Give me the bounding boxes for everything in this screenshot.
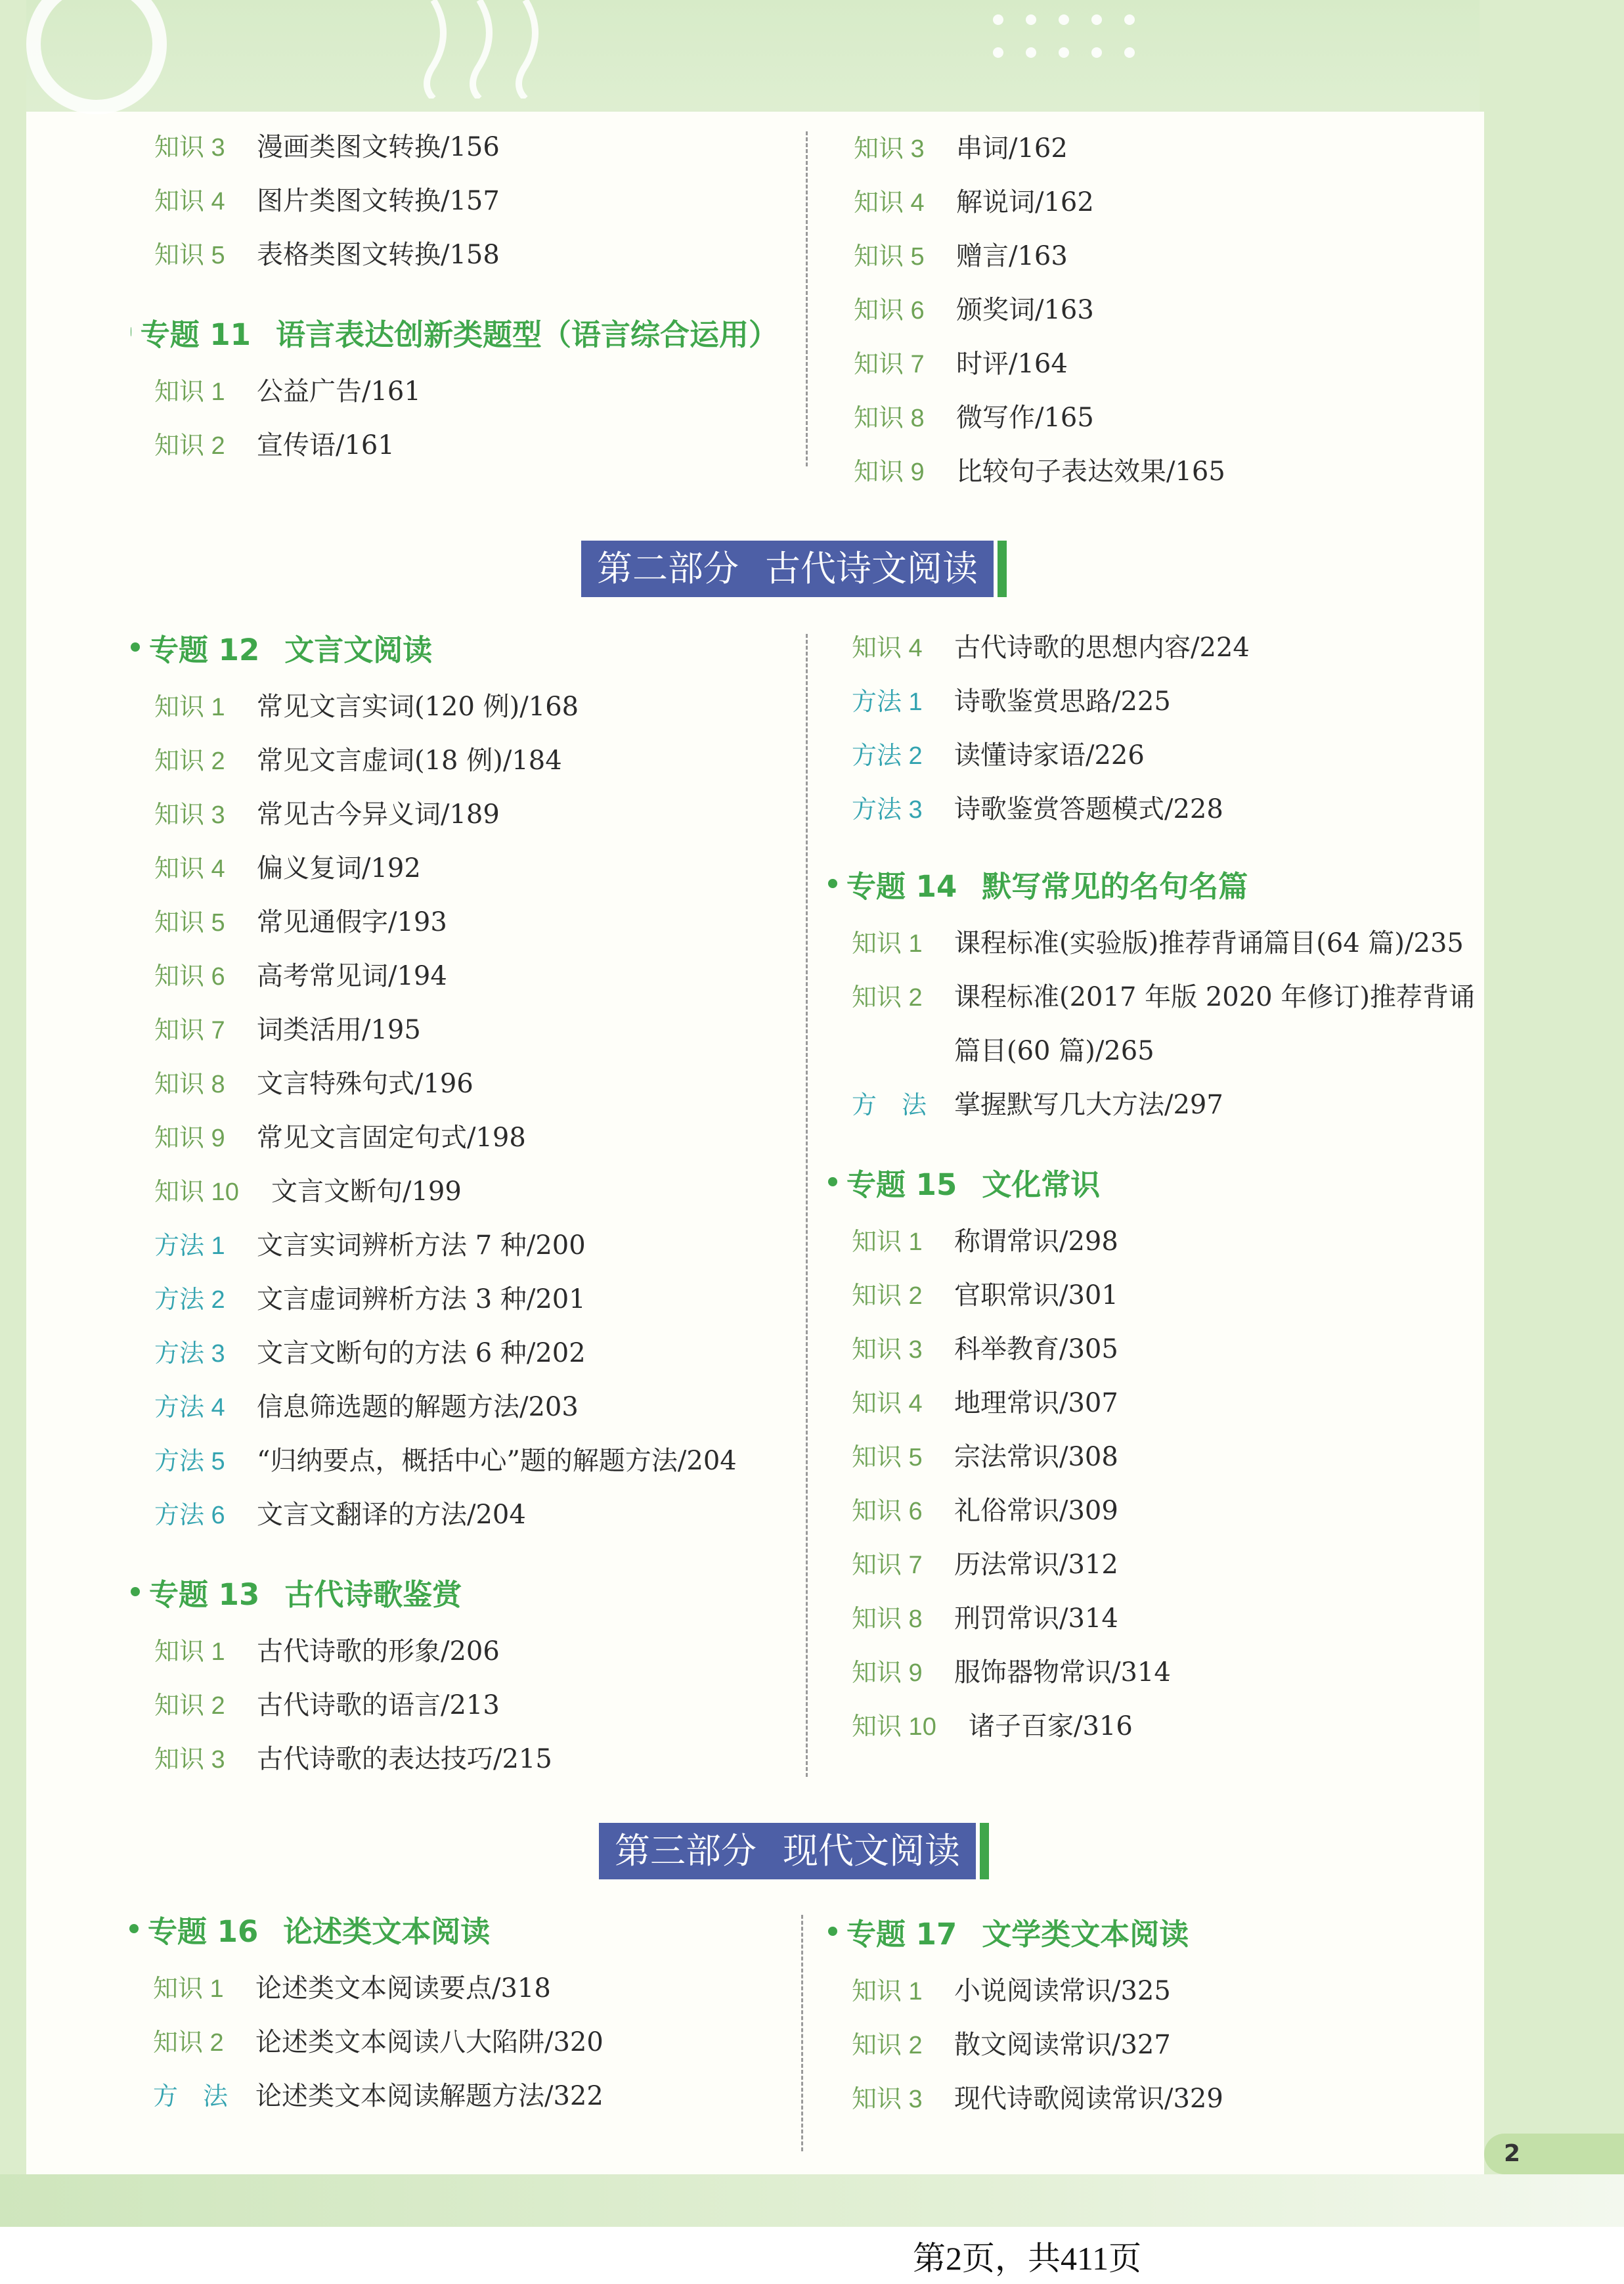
toc-entry[interactable] [852, 1376, 1482, 1430]
entry-label: 知识 4 [154, 188, 225, 215]
entry-text: 信息筛选题的解题方法/203 [257, 1392, 579, 1422]
entry-text: 宗法常识/308 [954, 1442, 1118, 1472]
toc-entry[interactable] [852, 1078, 1482, 1132]
part-2-label: 第二部分 [597, 548, 739, 589]
entry-text: “归纳要点，概括中心”题的解题方法/204 [257, 1446, 737, 1476]
part-3-banner[interactable] [599, 1823, 989, 1879]
toc-entry[interactable] [154, 895, 804, 949]
topic-16-heading[interactable] [129, 1896, 797, 1961]
entry-text: 篇目(60 篇)/265 [954, 1036, 1154, 1066]
entry-label: 知识 4 [852, 635, 923, 662]
entry-text: 文言虚词辨析方法 3 种/201 [257, 1284, 586, 1314]
entry-label: 知识 3 [852, 1336, 923, 1364]
toc-entry[interactable] [154, 174, 778, 228]
toc-entry[interactable] [154, 228, 778, 282]
entry-label: 知识 8 [154, 1071, 225, 1098]
toc-entry[interactable] [852, 1268, 1482, 1322]
topic-title: 语言表达创新类题型（语言综合运用） [275, 317, 778, 352]
entry-label: 知识 1 [154, 1638, 225, 1666]
toc-entry[interactable] [154, 1678, 804, 1732]
entry-text: 文言实词辨析方法 7 种/200 [257, 1230, 586, 1261]
entry-label: 知识 8 [854, 405, 925, 432]
toc-entry[interactable] [852, 1322, 1482, 1376]
entry-label: 知识 2 [153, 2029, 224, 2057]
entry-text: 论述类文本阅读八大陷阱/320 [255, 2027, 604, 2057]
entry-text: 微写作/165 [956, 403, 1094, 433]
topic-title: 古代诗歌鉴赏 [284, 1577, 462, 1612]
decorative-dots [985, 7, 1156, 79]
entry-text: 图片类图文转换/157 [257, 186, 500, 216]
entry-label: 知识 2 [852, 984, 923, 1012]
toc-entry[interactable] [852, 621, 1482, 675]
part3-left-column [148, 1896, 797, 2123]
page-count-label: 第2页，共411页 [913, 2240, 1142, 2277]
entry-label: 知识 9 [154, 1125, 225, 1152]
entry-label: 知识 2 [852, 2032, 923, 2059]
part2-left-column [149, 614, 804, 1786]
entry-text: 刑罚常识/314 [954, 1603, 1118, 1634]
entry-text: 文言文断句的方法 6 种/202 [257, 1338, 586, 1368]
toc-entry[interactable] [154, 1380, 804, 1434]
bullet-icon [828, 879, 837, 888]
entry-label: 知识 1 [852, 1228, 923, 1256]
entry-label: 知识 1 [154, 378, 225, 406]
entry-label: 知识 10 [852, 1713, 936, 1741]
toc-entry[interactable] [854, 283, 1478, 337]
entry-text: 词类活用/195 [257, 1015, 421, 1045]
toc-entry[interactable] [154, 788, 804, 841]
entry-text: 礼俗常识/309 [954, 1496, 1118, 1526]
toc-entry[interactable] [154, 1326, 804, 1380]
entry-text: 散文阅读常识/327 [954, 2030, 1171, 2060]
entry-text: 偏义复词/192 [257, 853, 421, 884]
toc-entry[interactable] [153, 1961, 797, 2015]
entry-text: 解说词/162 [956, 187, 1094, 217]
entry-label: 方法 5 [154, 1448, 225, 1475]
entry-text: 课程标准(实验版)推荐背诵篇目(64 篇)/235 [954, 928, 1464, 958]
toc-entry[interactable] [154, 680, 804, 734]
entry-text: 读懂诗家语/226 [954, 740, 1145, 771]
toc-entry[interactable] [154, 1272, 804, 1326]
topic-17-heading[interactable] [828, 1898, 1482, 1964]
entry-text: 漫画类图文转换/156 [257, 132, 500, 162]
decorative-waves [420, 0, 578, 99]
entry-text: 地理常识/307 [954, 1388, 1118, 1418]
entry-text: 古代诗歌的表达技巧/215 [257, 1744, 552, 1774]
toc-entry[interactable] [852, 1430, 1482, 1484]
toc-entry[interactable] [154, 120, 778, 174]
entry-text: 串词/162 [956, 133, 1068, 164]
entry-label: 知识 2 [154, 1692, 225, 1720]
entry-text: 掌握默写几大方法/297 [954, 1090, 1223, 1120]
entry-text: 常见文言虚词(18 例)/184 [257, 746, 562, 776]
topic-12-heading[interactable] [131, 614, 804, 680]
part-2-banner[interactable] [581, 541, 1007, 597]
entry-label: 知识 1 [153, 1975, 224, 2003]
entry-text: 颁奖词/163 [956, 295, 1094, 325]
topic-number: 专题 16 [148, 1914, 259, 1949]
entry-label: 知识 6 [852, 1498, 923, 1525]
banner-accent [980, 1823, 989, 1879]
entry-text: 历法常识/312 [954, 1550, 1118, 1580]
entry-label: 方法 3 [852, 796, 923, 824]
entry-label: 知识 2 [154, 432, 225, 460]
toc-entry[interactable] [154, 1057, 804, 1111]
entry-label: 知识 8 [852, 1605, 923, 1633]
entry-label: 知识 5 [154, 909, 225, 937]
toc-entry[interactable] [852, 1964, 1482, 2018]
topic-13-heading[interactable] [131, 1559, 804, 1624]
entry-label: 方法 1 [154, 1232, 225, 1260]
part-3-label: 第三部分 [615, 1830, 757, 1871]
entry-label: 方法 2 [852, 742, 923, 770]
entry-text: 高考常见词/194 [257, 961, 447, 991]
topic-title: 文学类文本阅读 [982, 1916, 1189, 1952]
toc-entry[interactable] [852, 970, 1482, 1024]
entry-text: 文言文断句/199 [271, 1176, 462, 1207]
toc-entry[interactable] [154, 1624, 804, 1678]
entry-label: 方 法 [153, 2083, 229, 2111]
toc-entry[interactable] [153, 2069, 797, 2123]
topic-number: 专题 11 [140, 317, 251, 352]
entry-label: 知识 2 [154, 748, 225, 775]
entry-text: 论述类文本阅读要点/318 [255, 1973, 551, 2004]
entry-label: 知识 7 [854, 351, 925, 378]
top-left-column [140, 120, 778, 472]
entry-text: 赠言/163 [956, 241, 1068, 271]
entry-text: 古代诗歌的语言/213 [257, 1690, 500, 1720]
toc-entry[interactable] [154, 1219, 804, 1272]
entry-text: 常见古今异义词/189 [257, 799, 500, 830]
toc-entry[interactable] [852, 782, 1482, 836]
part2-right-column [846, 621, 1482, 1753]
entry-label: 知识 5 [852, 1444, 923, 1471]
entry-text: 诸子百家/316 [969, 1711, 1133, 1741]
bullet-icon [828, 1177, 837, 1186]
banner-accent [998, 541, 1007, 597]
page-number: 2 [1504, 2140, 1521, 2167]
toc-entry[interactable] [154, 949, 804, 1003]
entry-label: 知识 9 [852, 1659, 923, 1687]
entry-label: 知识 1 [154, 694, 225, 721]
entry-text: 表格类图文转换/158 [257, 240, 500, 270]
top-right-column [854, 122, 1478, 499]
toc-entry[interactable] [154, 1434, 804, 1488]
topic-number: 专题 17 [846, 1916, 957, 1952]
entry-label: 知识 3 [852, 2086, 923, 2113]
toc-entry[interactable] [852, 916, 1482, 970]
part3-right-column [846, 1898, 1482, 2126]
entry-label: 知识 4 [154, 855, 225, 883]
toc-entry[interactable] [852, 2072, 1482, 2126]
entry-label: 方法 3 [154, 1340, 225, 1368]
entry-label: 方法 2 [154, 1286, 225, 1314]
toc-entry[interactable] [154, 1732, 804, 1786]
entry-text: 称谓常识/298 [954, 1226, 1118, 1257]
entry-label: 知识 2 [852, 1282, 923, 1310]
bullet-icon [129, 1924, 139, 1933]
right-margin-band [1480, 0, 1624, 2194]
toc-entry[interactable] [854, 175, 1478, 229]
toc-entry[interactable] [854, 337, 1478, 391]
entry-label: 方法 4 [154, 1394, 225, 1422]
toc-entry[interactable] [154, 1003, 804, 1057]
entry-text: 科举教育/305 [954, 1334, 1118, 1364]
toc-entry[interactable] [852, 728, 1482, 782]
topic-number: 专题 13 [149, 1577, 260, 1612]
entry-text: 比较句子表达效果/165 [956, 457, 1225, 487]
entry-label: 方法 1 [852, 688, 923, 716]
toc-entry[interactable] [852, 2018, 1482, 2072]
entry-label: 知识 3 [854, 135, 925, 163]
topic-number: 专题 14 [846, 868, 957, 904]
toc-entry[interactable] [154, 1111, 804, 1165]
toc-entry[interactable] [852, 675, 1482, 728]
entry-text: 公益广告/161 [257, 376, 421, 407]
entry-label: 知识 7 [154, 1017, 225, 1044]
entry-text: 文言文翻译的方法/204 [257, 1500, 526, 1530]
toc-entry[interactable] [854, 122, 1478, 175]
entry-text: 时评/164 [956, 349, 1068, 379]
left-margin-band [0, 0, 26, 2194]
toc-entry[interactable] [154, 1165, 804, 1219]
bullet-icon [131, 642, 140, 652]
page-number-badge [1484, 2134, 1624, 2174]
toc-entry[interactable] [854, 445, 1478, 499]
entry-label: 知识 6 [154, 963, 225, 991]
entry-text: 官职常识/301 [954, 1280, 1118, 1310]
entry-label: 知识 6 [854, 297, 925, 325]
topic-14-heading[interactable] [828, 851, 1482, 916]
topic-15-heading[interactable] [828, 1149, 1482, 1215]
entry-text: 诗歌鉴赏答题模式/228 [954, 794, 1223, 824]
column-divider [806, 634, 808, 1777]
entry-text: 古代诗歌的形象/206 [257, 1636, 500, 1667]
toc-entry[interactable] [154, 841, 804, 895]
toc-entry[interactable] [154, 1488, 804, 1542]
entry-label: 知识 9 [854, 459, 925, 486]
entry-label: 知识 10 [154, 1178, 239, 1206]
entry-text: 现代诗歌阅读常识/329 [954, 2084, 1223, 2114]
entry-text: 常见文言固定句式/198 [257, 1123, 526, 1153]
bullet-icon [131, 1587, 140, 1596]
toc-entry[interactable] [852, 1484, 1482, 1538]
entry-label: 方法 6 [154, 1502, 225, 1529]
topic-title: 论述类文本阅读 [283, 1914, 491, 1949]
entry-label: 知识 3 [154, 134, 225, 162]
entry-label: 知识 5 [154, 242, 225, 269]
entry-label: 知识 5 [854, 243, 925, 271]
topic-title: 文言文阅读 [284, 632, 433, 667]
column-divider [801, 1915, 803, 2151]
bullet-icon [828, 1927, 837, 1936]
entry-label: 知识 1 [852, 1978, 923, 2005]
toc-entry[interactable] [852, 1538, 1482, 1592]
part-2-title: 古代诗文阅读 [765, 548, 978, 589]
toc-entry[interactable] [154, 734, 804, 788]
toc-entry[interactable] [854, 391, 1478, 445]
entry-label: 知识 7 [852, 1552, 923, 1579]
toc-entry[interactable] [854, 229, 1478, 283]
entry-text: 诗歌鉴赏思路/225 [954, 686, 1171, 717]
entry-text: 宣传语/161 [257, 430, 395, 460]
toc-entry[interactable] [154, 365, 778, 418]
toc-entry[interactable] [852, 1215, 1482, 1268]
column-divider [806, 131, 808, 466]
entry-label: 知识 1 [852, 930, 923, 958]
entry-label: 方 法 [852, 1092, 927, 1119]
entry-text: 服饰器物常识/314 [954, 1657, 1171, 1688]
toc-entry-continuation[interactable] [852, 1024, 1482, 1078]
topic-title: 文化常识 [982, 1167, 1101, 1202]
topic-number: 专题 15 [846, 1167, 957, 1202]
entry-label: 知识 3 [154, 801, 225, 829]
entry-text: 常见通假字/193 [257, 907, 447, 937]
toc-entry[interactable] [852, 1592, 1482, 1646]
entry-text: 课程标准(2017 年版 2020 年修订)推荐背诵 [954, 982, 1475, 1012]
entry-text: 论述类文本阅读解题方法/322 [255, 2081, 604, 2111]
topic-title: 默写常见的名句名篇 [982, 868, 1248, 904]
entry-text: 常见文言实词(120 例)/168 [257, 692, 579, 722]
entry-label: 知识 3 [154, 1746, 225, 1774]
footer [0, 2227, 1624, 2284]
toc-entry[interactable] [852, 1646, 1482, 1699]
topic-number: 专题 12 [149, 632, 260, 667]
entry-text: 文言特殊句式/196 [257, 1069, 473, 1099]
entry-label: 知识 4 [854, 189, 925, 217]
toc-entry[interactable] [154, 418, 778, 472]
topic-11-heading[interactable] [131, 299, 778, 365]
entry-text: 古代诗歌的思想内容/224 [954, 633, 1250, 663]
entry-text: 小说阅读常识/325 [954, 1976, 1171, 2006]
toc-entry[interactable] [153, 2015, 797, 2069]
toc-entry[interactable] [852, 1699, 1482, 1753]
part-3-title: 现代文阅读 [783, 1830, 960, 1871]
entry-label: 知识 4 [852, 1390, 923, 1418]
